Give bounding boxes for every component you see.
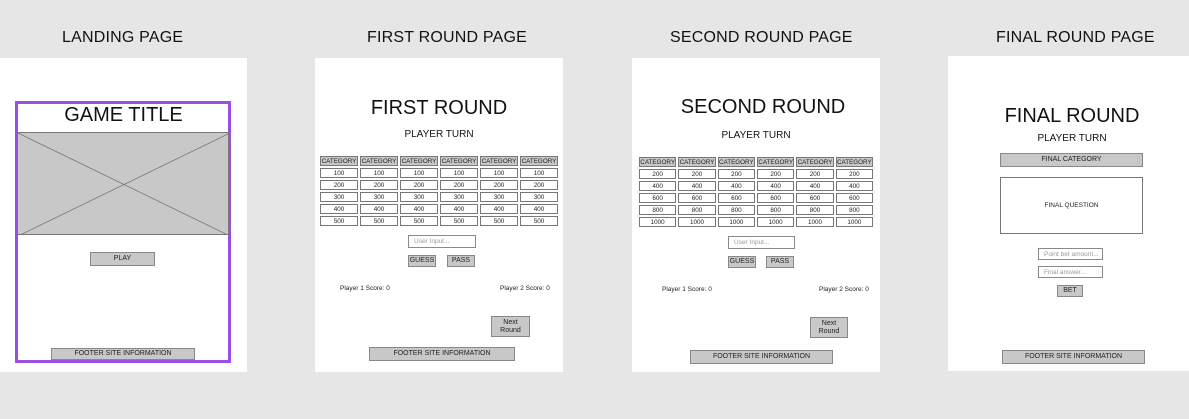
point-cell[interactable]: 100 [360, 168, 398, 178]
point-cell[interactable]: 400 [796, 181, 833, 191]
final-round-page-label: FINAL ROUND PAGE [996, 29, 1155, 46]
point-cell[interactable]: 1000 [796, 217, 833, 227]
point-cell[interactable]: 400 [480, 204, 518, 214]
board-header-row [639, 157, 873, 167]
second-round-footer: FOOTER SITE INFORMATION [690, 350, 833, 364]
point-cell[interactable]: 600 [678, 193, 715, 203]
second-round-title: SECOND ROUND [680, 96, 846, 118]
landing-page-label: LANDING PAGE [62, 29, 184, 46]
point-cell[interactable]: 600 [796, 193, 833, 203]
category-header[interactable]: CATEGORY [718, 158, 754, 166]
category-header[interactable]: CATEGORY [640, 158, 676, 166]
image-placeholder-icon [18, 133, 229, 235]
point-cell[interactable]: 800 [757, 205, 794, 215]
point-cell[interactable]: 400 [757, 181, 794, 191]
point-cell[interactable]: 200 [757, 169, 794, 179]
table-row [639, 181, 873, 191]
point-cell[interactable]: 100 [440, 168, 478, 178]
point-cell[interactable]: 500 [320, 216, 358, 226]
point-cell[interactable]: 300 [320, 192, 358, 202]
first-round-player2-score: Player 2 Score: 0 [500, 285, 550, 292]
second-round-board [637, 155, 875, 229]
point-cell[interactable]: 300 [480, 192, 518, 202]
second-round-page-label: SECOND ROUND PAGE [670, 29, 853, 46]
second-round-player1-score: Player 1 Score: 0 [662, 286, 712, 293]
point-cell[interactable]: 600 [639, 193, 676, 203]
final-question-box: FINAL QUESTION [1000, 177, 1143, 234]
final-round-title: FINAL ROUND [1004, 105, 1140, 127]
final-answer-input[interactable]: Final answer... [1038, 266, 1103, 278]
table-row [320, 180, 558, 190]
point-cell[interactable]: 200 [639, 169, 676, 179]
table-row [320, 204, 558, 214]
point-cell[interactable]: 600 [757, 193, 794, 203]
first-round-player-turn: PLAYER TURN [404, 129, 474, 140]
point-cell[interactable]: 400 [718, 181, 755, 191]
point-cell[interactable]: 300 [360, 192, 398, 202]
point-cell[interactable]: 200 [440, 180, 478, 190]
table-row [320, 168, 558, 178]
point-cell[interactable]: 400 [320, 204, 358, 214]
table-row [639, 193, 873, 203]
point-cell[interactable]: 400 [400, 204, 438, 214]
point-cell[interactable]: 200 [480, 180, 518, 190]
point-cell[interactable]: 100 [400, 168, 438, 178]
category-header[interactable]: CATEGORY [401, 157, 437, 165]
game-title: GAME TITLE [64, 104, 183, 126]
point-cell[interactable]: 200 [836, 169, 873, 179]
point-cell[interactable]: 400 [678, 181, 715, 191]
category-header[interactable]: CATEGORY [836, 158, 872, 166]
point-cell[interactable]: 200 [320, 180, 358, 190]
point-cell[interactable]: 300 [440, 192, 478, 202]
second-round-guess-button[interactable]: GUESS [728, 256, 756, 268]
bet-button[interactable]: BET [1057, 285, 1083, 297]
first-round-footer: FOOTER SITE INFORMATION [369, 347, 515, 361]
first-round-user-input[interactable]: User Input... [408, 235, 476, 248]
second-round-next-round-button[interactable]: Next Round [810, 317, 848, 338]
board-header-row [320, 156, 558, 166]
point-cell[interactable]: 400 [360, 204, 398, 214]
first-round-pass-button[interactable]: PASS [447, 255, 475, 267]
point-cell[interactable]: 800 [639, 205, 676, 215]
table-row [639, 217, 873, 227]
point-cell[interactable]: 1000 [678, 217, 715, 227]
point-cell[interactable]: 800 [718, 205, 755, 215]
category-header[interactable]: CATEGORY [521, 157, 557, 165]
point-cell[interactable]: 500 [480, 216, 518, 226]
first-round-guess-button[interactable]: GUESS [408, 255, 436, 267]
point-cell[interactable]: 200 [360, 180, 398, 190]
point-cell[interactable]: 1000 [718, 217, 755, 227]
point-cell[interactable]: 1000 [639, 217, 676, 227]
point-cell[interactable]: 400 [440, 204, 478, 214]
image-placeholder [17, 132, 229, 235]
point-cell[interactable]: 200 [678, 169, 715, 179]
category-header[interactable]: CATEGORY [797, 158, 833, 166]
table-row [639, 205, 873, 215]
category-header[interactable]: CATEGORY [321, 157, 357, 165]
table-row [639, 169, 873, 179]
category-header[interactable]: CATEGORY [679, 158, 715, 166]
category-header[interactable]: CATEGORY [361, 157, 397, 165]
point-cell[interactable]: 800 [796, 205, 833, 215]
table-row [320, 192, 558, 202]
second-round-pass-button[interactable]: PASS [766, 256, 794, 268]
point-cell[interactable]: 400 [520, 204, 558, 214]
point-cell[interactable]: 400 [639, 181, 676, 191]
point-cell[interactable]: 500 [520, 216, 558, 226]
category-header[interactable]: CATEGORY [441, 157, 477, 165]
point-cell[interactable]: 500 [440, 216, 478, 226]
play-button[interactable]: PLAY [90, 252, 155, 266]
point-cell[interactable]: 800 [836, 205, 873, 215]
second-round-player-turn: PLAYER TURN [721, 130, 791, 141]
first-round-board [318, 154, 560, 228]
point-cell[interactable]: 1000 [757, 217, 794, 227]
point-cell[interactable]: 100 [480, 168, 518, 178]
point-cell[interactable]: 500 [400, 216, 438, 226]
first-round-page-label: FIRST ROUND PAGE [367, 29, 527, 46]
final-round-player-turn: PLAYER TURN [1037, 133, 1107, 144]
point-cell[interactable]: 100 [520, 168, 558, 178]
category-header[interactable]: CATEGORY [481, 157, 517, 165]
category-header[interactable]: CATEGORY [758, 158, 794, 166]
second-round-player2-score: Player 2 Score: 0 [819, 286, 869, 293]
point-cell[interactable]: 400 [836, 181, 873, 191]
point-cell[interactable]: 300 [520, 192, 558, 202]
point-cell[interactable]: 600 [836, 193, 873, 203]
point-cell[interactable]: 800 [678, 205, 715, 215]
point-cell[interactable]: 200 [718, 169, 755, 179]
landing-footer: FOOTER SITE INFORMATION [51, 348, 195, 360]
point-bet-input[interactable]: Point bet amount... [1038, 248, 1103, 260]
first-round-player1-score: Player 1 Score: 0 [340, 285, 390, 292]
point-cell[interactable]: 600 [718, 193, 755, 203]
final-category-button[interactable]: FINAL CATEGORY [1000, 153, 1143, 167]
point-cell[interactable]: 100 [320, 168, 358, 178]
point-cell[interactable]: 200 [400, 180, 438, 190]
point-cell[interactable]: 200 [796, 169, 833, 179]
point-cell[interactable]: 200 [520, 180, 558, 190]
table-row [320, 216, 558, 226]
first-round-title: FIRST ROUND [370, 97, 508, 119]
first-round-next-round-button[interactable]: Next Round [491, 316, 530, 337]
point-cell[interactable]: 300 [400, 192, 438, 202]
final-round-footer: FOOTER SITE INFORMATION [1002, 350, 1145, 364]
second-round-user-input[interactable]: User Input... [728, 236, 795, 249]
point-cell[interactable]: 1000 [836, 217, 873, 227]
point-cell[interactable]: 500 [360, 216, 398, 226]
